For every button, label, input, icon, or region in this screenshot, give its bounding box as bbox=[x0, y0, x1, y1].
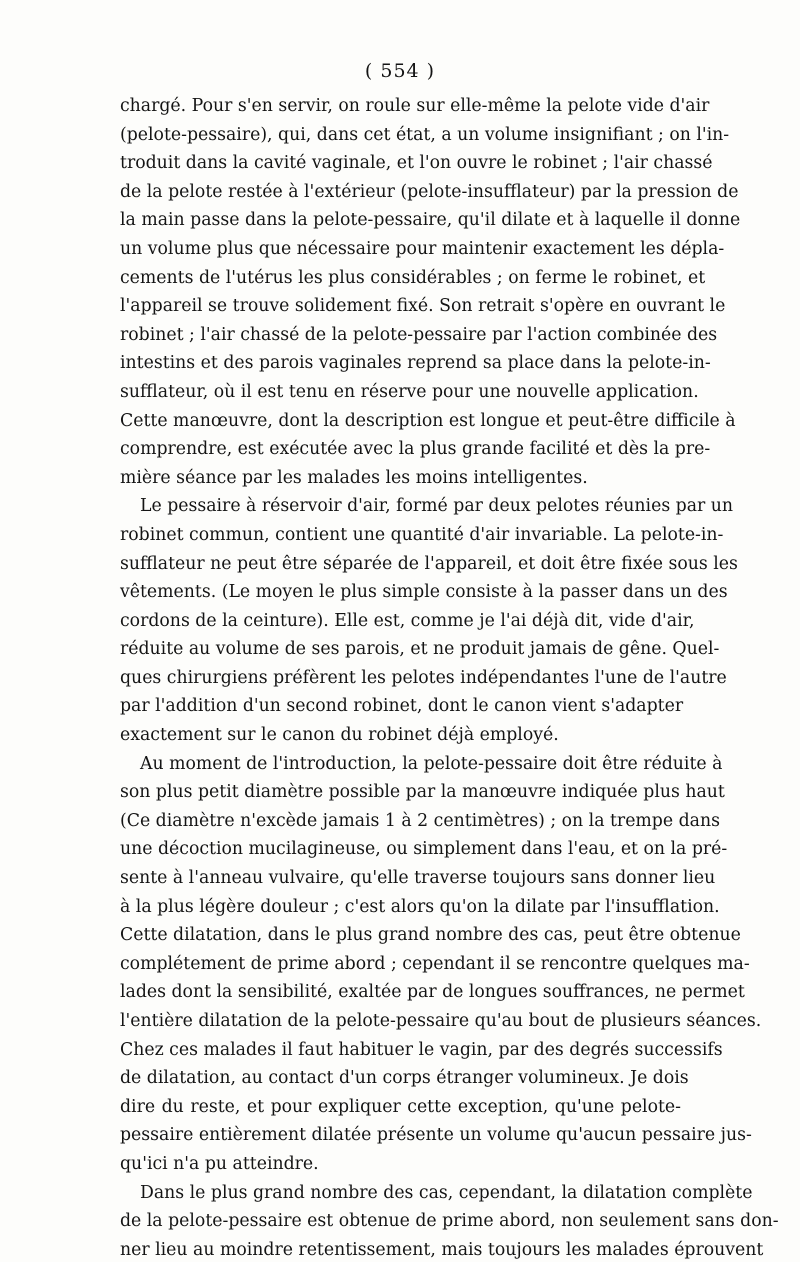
text-line: (pelote-pessaire), qui, dans cet état, a un volume insignifiant ; on l'in- bbox=[120, 124, 730, 145]
text-line: mière séance par les malades les moins intelligentes. bbox=[120, 467, 588, 488]
body-text bbox=[120, 92, 779, 1264]
text-line: pessaire entièrement dilatée présente un volume qu'aucun pessaire jus- bbox=[120, 1125, 752, 1146]
text-line: réduite au volume de ses parois, et ne produit jamais de gêne. Quel- bbox=[120, 639, 720, 660]
paragraph bbox=[120, 1179, 779, 1264]
text-line: (Ce diamètre n'excède jamais 1 à 2 centimètres) ; on la trempe dans bbox=[120, 810, 720, 831]
text-line: Cette manœuvre, dont la description est longue et peut-être difficile à bbox=[120, 410, 736, 431]
text-line: robinet commun, contient une quantité d'air invariable. La pelote-in- bbox=[120, 524, 724, 545]
text-line: sufflateur ne peut être séparée de l'appareil, et doit être fixée sous les bbox=[120, 553, 738, 574]
text-line: à la plus légère douleur ; c'est alors qu'on la dilate par l'insufflation. bbox=[120, 896, 720, 917]
text-line: vêtements. (Le moyen le plus simple consiste à la passer dans un des bbox=[120, 582, 728, 603]
text-line: de dilatation, au contact d'un corps étranger volumineux. Je dois bbox=[120, 1068, 689, 1089]
text-line: lades dont la sensibilité, exaltée par de longues souffrances, ne permet bbox=[120, 982, 745, 1003]
text-line: une décoction mucilagineuse, ou simplement dans l'eau, et on la pré- bbox=[120, 839, 728, 860]
text-line: Chez ces malades il faut habituer le vagin, par des degrés successifs bbox=[120, 1039, 723, 1060]
paragraph bbox=[120, 750, 762, 1179]
text-line: robinet ; l'air chassé de la pelote-pessaire par l'action combinée des bbox=[120, 324, 718, 345]
text-line: la main passe dans la pelote-pessaire, qu'il dilate et à laquelle il donne bbox=[120, 210, 741, 231]
text-line: chargé. Pour s'en servir, on roule sur elle-même la pelote vide d'air bbox=[120, 96, 710, 116]
paragraph bbox=[120, 492, 738, 749]
text-line: de la pelote-pessaire est obtenue de prime abord, non seulement sans don- bbox=[120, 1211, 779, 1232]
text-line: complétement de prime abord ; cependant il se rencontre quelques ma- bbox=[120, 953, 750, 974]
text-line: par l'addition d'un second robinet, dont le canon vient s'adapter bbox=[120, 696, 684, 717]
text-line: Cette dilatation, dans le plus grand nombre des cas, peut être obtenue bbox=[120, 925, 741, 946]
text-line: intestins et des parois vaginales reprend sa place dans la pelote-in- bbox=[120, 353, 711, 374]
text-line: Dans le plus grand nombre des cas, cependant, la dilatation complète bbox=[140, 1182, 753, 1203]
text-line: ques chirurgiens préfèrent les pelotes indépendantes l'une de l'autre bbox=[120, 667, 727, 688]
paragraph bbox=[120, 92, 741, 492]
text-line: l'appareil se trouve solidement fixé. Son retrait s'opère en ouvrant le bbox=[120, 296, 726, 317]
text-line: sente à l'anneau vulvaire, qu'elle traverse toujours sans donner lieu bbox=[120, 868, 716, 889]
text-line: un volume plus que nécessaire pour maintenir exactement les dépla- bbox=[120, 238, 725, 259]
text-line: comprendre, est exécutée avec la plus grande facilité et dès la pre- bbox=[120, 439, 711, 460]
text-line: cements de l'utérus les plus considérables ; on ferme le robinet, et bbox=[120, 267, 706, 288]
text-line: exactement sur le canon du robinet déjà employé. bbox=[120, 725, 559, 746]
text-line: son plus petit diamètre possible par la manœuvre indiquée plus haut bbox=[120, 782, 725, 803]
page-number: ( 554 ) bbox=[364, 60, 436, 82]
text-line: cordons de la ceinture). Elle est, comme je l'ai déjà dit, vide d'air, bbox=[120, 610, 695, 631]
text-line: troduit dans la cavité vaginale, et l'on ouvre le robinet ; l'air chassé bbox=[120, 153, 713, 174]
text-line: de la pelote restée à l'extérieur (pelote-insufflateur) par la pression de bbox=[120, 181, 739, 202]
text-line: sufflateur, où il est tenu en réserve pour une nouvelle application. bbox=[120, 381, 699, 402]
text-line: Le pessaire à réservoir d'air, formé par deux pelotes réunies par un bbox=[140, 496, 734, 517]
text-line: l'entière dilatation de la pelote-pessaire qu'au bout de plusieurs séances. bbox=[120, 1011, 762, 1031]
text-line: dire du reste, et pour expliquer cette exception, qu'une pelote- bbox=[120, 1096, 681, 1117]
text-line: Au moment de l'introduction, la pelote-pessaire doit être réduite à bbox=[140, 753, 723, 774]
text-line: qu'ici n'a pu atteindre. bbox=[120, 1153, 319, 1174]
text-line: ner lieu au moindre retentissement, mais toujours les malades éprouvent bbox=[120, 1239, 764, 1260]
